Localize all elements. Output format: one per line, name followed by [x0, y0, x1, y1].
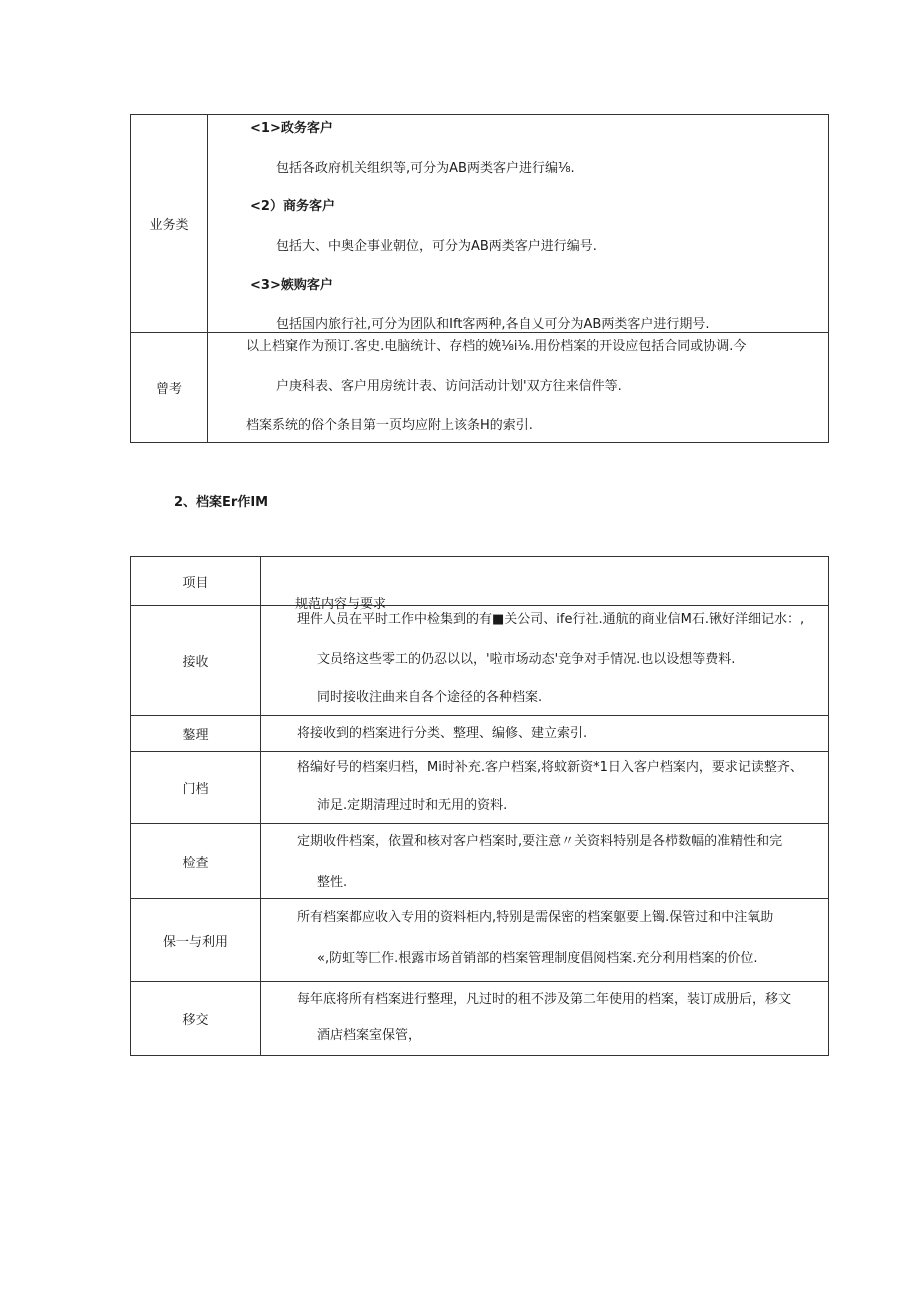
archive-work-table [130, 556, 829, 1056]
table-row [131, 824, 829, 899]
content-line: 沛足.定期清理过时和无用的资料. [317, 798, 508, 813]
content-line: 格编好号的档案归档，Mi时补充.客户档案,将蚊新资*1日入客户档案内，要求记读整齐、 [297, 760, 803, 775]
row-content [208, 115, 829, 333]
row-label: 业务类 [131, 115, 208, 333]
content-line: 理件人员在平时工作中检集到的有■关公司、ife行社.通航的商业信M石.锹好洋细记水：, [297, 612, 805, 627]
table-row [131, 716, 829, 752]
content-line: «,防虹等匚作.根露市场首销部的档案管理制度倡阅档案.充分利用档案的价位. [317, 951, 758, 966]
row-label: 鏊理 [131, 716, 261, 752]
row-content [261, 824, 829, 899]
content-line: 同时接收注曲来自各个途径的各种档案. [317, 690, 543, 705]
table-row [131, 606, 829, 716]
row-label: 门档 [131, 752, 261, 824]
header-content [261, 557, 829, 612]
header-content-label: 规范内容与要求 [295, 597, 387, 612]
row-label: 移交 [131, 982, 261, 1056]
content-line: 将接收到的档案进行分类、整理、编修、建立索引. [297, 726, 588, 741]
content-line: 包括各政府机关组织等,可分为AB两类客户进行编⅛. [276, 161, 575, 176]
table-row [131, 333, 829, 443]
content-line: <2）商务客户 [250, 199, 335, 214]
table-row [131, 115, 829, 333]
content-line: 所有档案都应收入专用的资料柜内,特别是需保密的档案躯要上镯.保管过和中注氧助 [297, 910, 774, 925]
content-line: 定期收件档案，依置和核对客户档案时,要注意〃关资料特别是各栉数幅的准精性和完 [297, 834, 783, 849]
row-content [261, 982, 829, 1056]
content-line: <1>政务客户 [250, 121, 333, 136]
row-content [261, 899, 829, 982]
row-content [261, 716, 829, 752]
row-label: 曾考 [131, 333, 208, 443]
content-line: 以上档窠作为预订.客史.电脑统计、存档的娩⅛i⅛.用份档案的开设应包括合同或协调.今 [246, 339, 747, 354]
content-line: 文员络这些零工的仍忍以以，'啦市场动态'竞争对手情况.也以设想等费料. [317, 652, 736, 667]
row-label: 接收 [131, 606, 261, 716]
row-label: 保一与利用 [131, 899, 261, 982]
row-content [208, 333, 829, 443]
row-content [261, 752, 829, 824]
content-line: 包括大、中奥企事业朝位，可分为AB两类客户进行编号. [276, 239, 597, 254]
table-header-row [131, 557, 829, 606]
section-heading: 2、档案Er作IM [174, 495, 269, 510]
table-row [131, 752, 829, 824]
table-row [131, 982, 829, 1056]
customer-category-table [130, 114, 829, 443]
content-line: 档案系统的俗个条目第一页均应附上该条H的索引. [246, 418, 533, 433]
content-line: 酒店档案室保管， [317, 1028, 422, 1043]
content-line: 包括国内旅行社,可分为团队和Ift客两种,各自乂可分为AB两类客户进行期号. [276, 317, 710, 332]
content-line: 每年底将所有档案进行整理，凡过时的租不涉及第二年使用的档案，装订成册后，移文 [297, 992, 792, 1007]
content-line: 整性. [317, 875, 348, 890]
content-line: <3>嫉购客户 [250, 278, 333, 293]
row-content [261, 606, 829, 716]
table-row [131, 899, 829, 982]
header-item: 项目 [131, 557, 261, 606]
content-line: 户庚科表、客户用房统计表、访问活动计划'双方往来信件等. [276, 379, 622, 394]
row-label: 检查 [131, 824, 261, 899]
